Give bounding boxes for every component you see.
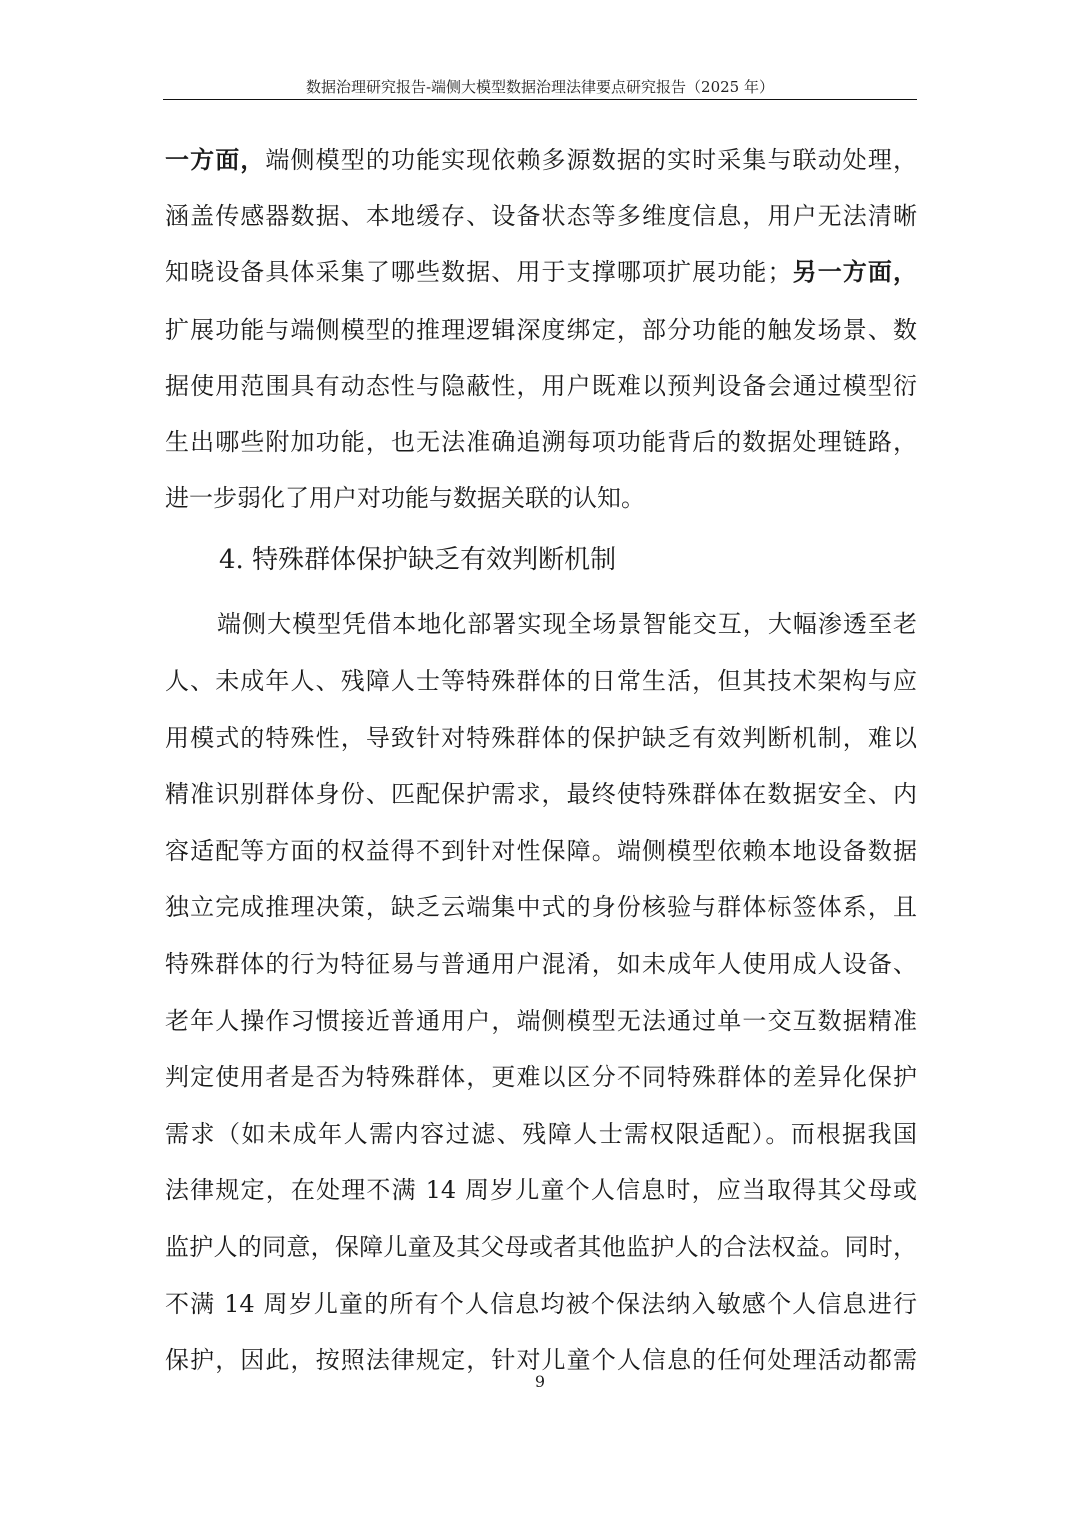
paragraph-line <box>165 140 917 180</box>
paragraph-line: 端侧大模型凭借本地化部署实现全场景智能交互，大幅渗透至老 <box>217 610 917 638</box>
paragraph-line: 独立完成推理决策，缺乏云端集中式的身份核验与群体标签体系，且 <box>165 893 917 921</box>
paragraph-line: 法律规定，在处理不满 14 周岁儿童个人信息时，应当取得其父母或 <box>165 1176 917 1204</box>
paragraph-line: 用模式的特殊性，导致针对特殊群体的保护缺乏有效判断机制，难以 <box>165 724 917 752</box>
emphasis-text: 一方面， <box>165 146 266 174</box>
body-text: 知晓设备具体采集了哪些数据、用于支撑哪项扩展功能； <box>165 258 792 286</box>
paragraph-line: 涵盖传感器数据、本地缓存、设备状态等多维度信息，用户无法清晰 <box>165 202 917 230</box>
paragraph-line: 进一步弱化了用户对功能与数据关联的认知。 <box>165 484 645 512</box>
paragraph-line: 据使用范围具有动态性与隐蔽性，用户既难以预判设备会通过模型衍 <box>165 372 917 400</box>
paragraph-line: 人、未成年人、残障人士等特殊群体的日常生活，但其技术架构与应 <box>165 667 917 695</box>
body-text: 端侧模型的功能实现依赖多源数据的实时采集与联动处理， <box>265 146 918 174</box>
paragraph-line: 特殊群体的行为特征易与普通用户混淆，如未成年人使用成人设备、 <box>165 950 917 978</box>
paragraph-line: 保护，因此，按照法律规定，针对儿童个人信息的任何处理活动都需 <box>165 1346 917 1374</box>
paragraph-line <box>165 252 917 292</box>
section-heading: 4. 特殊群体保护缺乏有效判断机制 <box>219 545 617 575</box>
paragraph-line: 需求（如未成年人需内容过滤、残障人士需权限适配）。而根据我国 <box>165 1120 917 1148</box>
emphasis-text: 另一方面， <box>791 258 918 286</box>
paragraph-line: 判定使用者是否为特殊群体，更难以区分不同特殊群体的差异化保护 <box>165 1063 917 1091</box>
paragraph-line: 监护人的同意，保障儿童及其父母或者其他监护人的合法权益。同时， <box>165 1233 917 1261</box>
paragraph-line: 老年人操作习惯接近普通用户，端侧模型无法通过单一交互数据精准 <box>165 1007 917 1035</box>
paragraph-line: 不满 14 周岁儿童的所有个人信息均被个保法纳入敏感个人信息进行 <box>165 1290 917 1318</box>
paragraph-line: 生出哪些附加功能，也无法准确追溯每项功能背后的数据处理链路， <box>165 428 917 456</box>
paragraph-line: 容适配等方面的权益得不到针对性保障。端侧模型依赖本地设备数据 <box>165 837 917 865</box>
paragraph-line: 扩展功能与端侧模型的推理逻辑深度绑定，部分功能的触发场景、数 <box>165 316 917 344</box>
running-header: 数据治理研究报告-端侧大模型数据治理法律要点研究报告（2025 年） <box>163 77 917 100</box>
paragraph-line: 精准识别群体身份、匹配保护需求，最终使特殊群体在数据安全、内 <box>165 780 917 808</box>
page-number: 9 <box>534 1372 546 1391</box>
